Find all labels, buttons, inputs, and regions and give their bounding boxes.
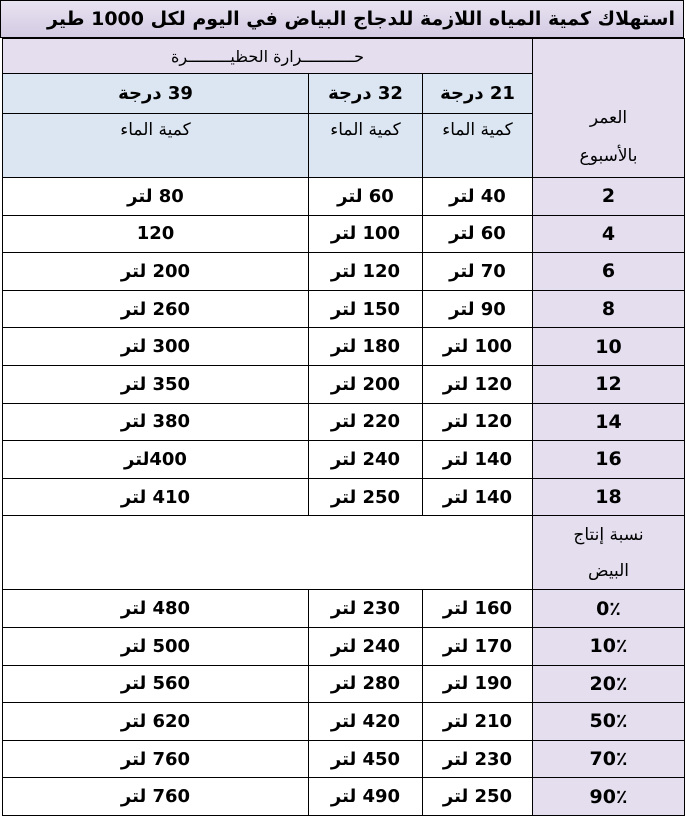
water-21-cell: 140 لتر [423, 441, 533, 479]
egg-pct-cell: 10٪ [533, 627, 685, 665]
age-row [3, 328, 685, 366]
age-row [3, 290, 685, 328]
water-21-cell: 140 لتر [423, 478, 533, 516]
water-32-cell: 250 لتر [309, 478, 423, 516]
water-21-cell: 230 لتر [423, 740, 533, 778]
water-21-cell: 190 لتر [423, 665, 533, 703]
temp-21-header: 21 درجة [423, 74, 533, 114]
water-21-cell: 60 لتر [423, 215, 533, 253]
water-21-cell: 70 لتر [423, 253, 533, 291]
water-21-cell: 100 لتر [423, 328, 533, 366]
age-cell: 8 [533, 290, 685, 328]
age-row [3, 215, 685, 253]
water-39-cell: 760 لتر [3, 740, 309, 778]
age-row [3, 441, 685, 479]
egg-row [3, 778, 685, 816]
egg-row [3, 590, 685, 628]
water-39-cell: 120 [3, 215, 309, 253]
age-cell: 6 [533, 253, 685, 291]
water-21-cell: 40 لتر [423, 178, 533, 216]
water-39-cell: 380 لتر [3, 403, 309, 441]
age-cell: 2 [533, 178, 685, 216]
egg-section-blank [3, 516, 533, 590]
water-32-cell: 60 لتر [309, 178, 423, 216]
age-header-line2: بالأسبوع [579, 146, 638, 166]
egg-row [3, 627, 685, 665]
age-header-line1: العمر [589, 108, 628, 128]
temperature-header: حـــــــــــرارة الحظيـــــــــرة [3, 39, 533, 74]
age-cell: 4 [533, 215, 685, 253]
egg-production-label [533, 516, 685, 590]
water-32-cell: 230 لتر [309, 590, 423, 628]
header-row-temperature [3, 39, 685, 74]
age-row [3, 403, 685, 441]
water-39-cell: 400لتر [3, 441, 309, 479]
water-39-cell: 480 لتر [3, 590, 309, 628]
water-consumption-table [2, 38, 685, 816]
egg-pct-cell: 20٪ [533, 665, 685, 703]
egg-row [3, 665, 685, 703]
egg-pct-cell: 70٪ [533, 740, 685, 778]
age-cell: 16 [533, 441, 685, 479]
egg-pct-cell: 90٪ [533, 778, 685, 816]
age-row [3, 178, 685, 216]
egg-section-row [3, 516, 685, 590]
water-32-cell: 490 لتر [309, 778, 423, 816]
water-21-cell: 170 لتر [423, 627, 533, 665]
water-39-cell: 760 لتر [3, 778, 309, 816]
water-21-cell: 120 لتر [423, 403, 533, 441]
age-cell: 14 [533, 403, 685, 441]
water-21-cell: 120 لتر [423, 365, 533, 403]
age-row [3, 478, 685, 516]
age-cell: 12 [533, 365, 685, 403]
egg-pct-cell: 0٪ [533, 590, 685, 628]
water-32-cell: 240 لتر [309, 627, 423, 665]
table-title: استهلاك كمية المياه اللازمة للدجاج البياض في اليوم لكل 1000 طير [0, 0, 684, 38]
water-39-cell: 300 لتر [3, 328, 309, 366]
egg-row [3, 703, 685, 741]
water-qty-header-39: كمية الماء [3, 114, 309, 178]
water-39-cell: 80 لتر [3, 178, 309, 216]
water-21-cell: 90 لتر [423, 290, 533, 328]
water-21-cell: 250 لتر [423, 778, 533, 816]
egg-label-line1: نسبة إنتاج [573, 524, 644, 545]
temp-32-header: 32 درجة [309, 74, 423, 114]
water-39-cell: 560 لتر [3, 665, 309, 703]
water-32-cell: 150 لتر [309, 290, 423, 328]
water-32-cell: 180 لتر [309, 328, 423, 366]
water-32-cell: 220 لتر [309, 403, 423, 441]
age-row [3, 253, 685, 291]
water-32-cell: 200 لتر [309, 365, 423, 403]
age-cell: 10 [533, 328, 685, 366]
water-qty-header-21: كمية الماء [423, 114, 533, 178]
age-row [3, 365, 685, 403]
age-cell: 18 [533, 478, 685, 516]
water-39-cell: 500 لتر [3, 627, 309, 665]
water-32-cell: 120 لتر [309, 253, 423, 291]
water-21-cell: 160 لتر [423, 590, 533, 628]
temp-39-header: 39 درجة [3, 74, 309, 114]
water-39-cell: 620 لتر [3, 703, 309, 741]
water-32-cell: 100 لتر [309, 215, 423, 253]
egg-row [3, 740, 685, 778]
egg-label-line2: البيض [588, 560, 629, 581]
water-39-cell: 410 لتر [3, 478, 309, 516]
water-32-cell: 280 لتر [309, 665, 423, 703]
water-32-cell: 240 لتر [309, 441, 423, 479]
water-32-cell: 450 لتر [309, 740, 423, 778]
water-39-cell: 350 لتر [3, 365, 309, 403]
water-39-cell: 200 لتر [3, 253, 309, 291]
water-32-cell: 420 لتر [309, 703, 423, 741]
water-qty-header-32: كمية الماء [309, 114, 423, 178]
water-21-cell: 210 لتر [423, 703, 533, 741]
age-header [533, 39, 685, 178]
water-39-cell: 260 لتر [3, 290, 309, 328]
egg-pct-cell: 50٪ [533, 703, 685, 741]
